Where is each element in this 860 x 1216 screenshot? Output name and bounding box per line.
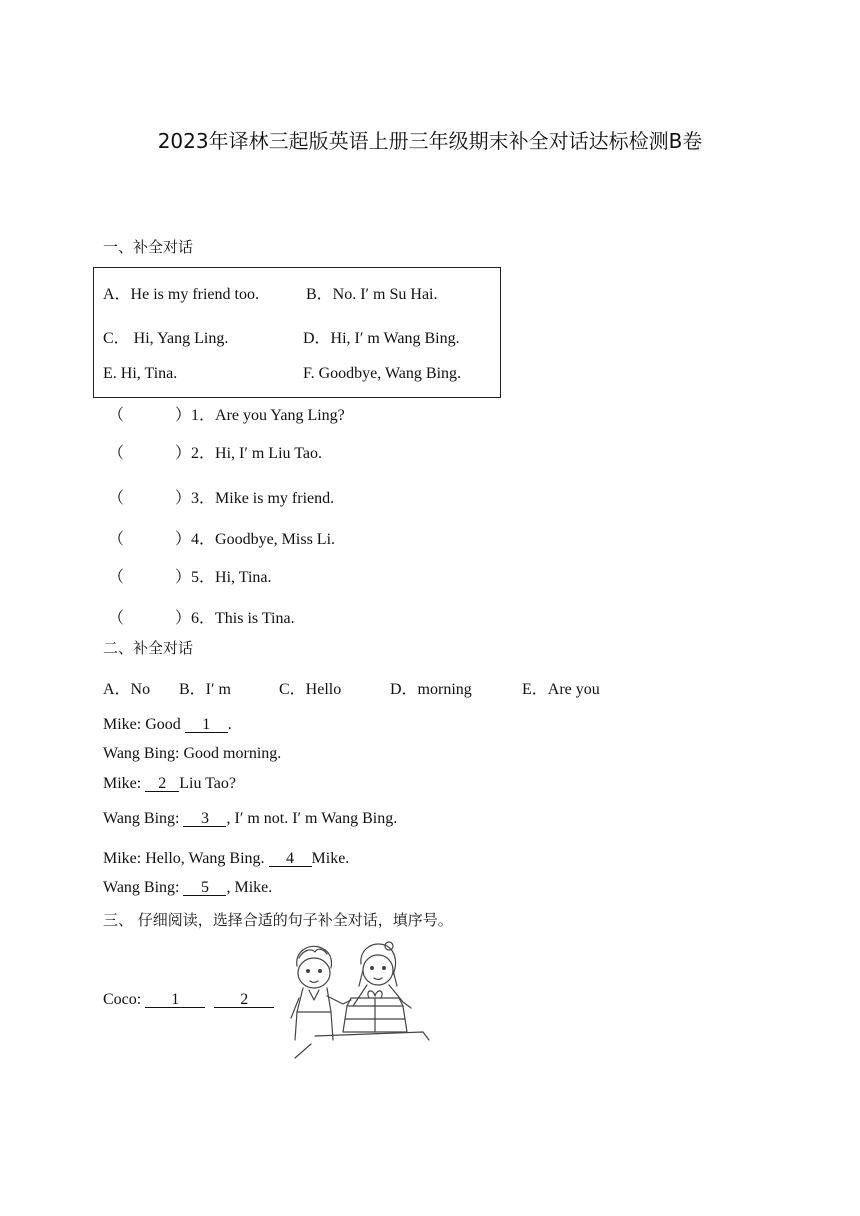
dialogue-line-2 <box>103 745 281 763</box>
question-3 <box>108 485 334 508</box>
blank-3: 3 <box>183 811 226 827</box>
blank-2: 2 <box>145 776 179 792</box>
section1-heading: 一、补全对话 <box>103 238 194 256</box>
line-text: , I′ m not. I′ m Wang Bing. <box>226 810 398 827</box>
line-text: Wang Bing: Good morning. <box>103 745 282 762</box>
line-text: Liu Tao? <box>179 775 237 792</box>
section3-heading: 三、 仔细阅读，选择合适的句子补全对话，填序号。 <box>103 911 453 929</box>
option-d: D．Hi, I′ m Wang Bing. <box>303 330 460 347</box>
answer-paren-close: ） <box>175 610 192 627</box>
option-c: C． Hi, Yang Ling. <box>103 330 229 347</box>
line-text: , Mike. <box>226 879 273 896</box>
option-a: A．He is my friend too. <box>103 286 259 303</box>
page-title: 2023年译林三起版英语上册三年级期末补全对话达标检测B卷 <box>157 129 703 153</box>
dialogue-line-4 <box>103 810 397 828</box>
option-b: B．No. I′ m Su Hai. <box>306 286 438 303</box>
line-text: Mike: Good <box>103 716 185 733</box>
question-text: 4．Goodbye, Miss Li. <box>191 531 336 548</box>
line-text: Mike: Hello, Wang Bing. <box>103 850 269 867</box>
question-1 <box>108 402 345 425</box>
dialogue-line-5 <box>103 850 349 868</box>
speaker-label: Coco: <box>103 991 146 1008</box>
question-text: 3．Mike is my friend. <box>191 490 335 507</box>
question-2 <box>108 440 322 463</box>
dialogue-line-1 <box>103 716 232 734</box>
question-text: 6．This is Tina. <box>191 610 295 627</box>
answer-paren-close: ） <box>175 569 192 586</box>
blank-5: 5 <box>183 880 226 896</box>
option-f: F. Goodbye, Wang Bing. <box>303 365 462 382</box>
question-text: 1．Are you Yang Ling? <box>191 407 345 424</box>
answer-paren-close: ） <box>175 445 192 462</box>
word-option-d: D．morning <box>390 681 472 698</box>
dialogue-line-3 <box>103 775 236 793</box>
section2-heading: 二、补全对话 <box>103 639 194 657</box>
answer-paren-open: （ <box>108 610 125 627</box>
blank-1: 1 <box>185 717 228 733</box>
option-e: E. Hi, Tina. <box>103 365 178 382</box>
word-option-e: E．Are you <box>522 681 600 698</box>
coco-blank-1: 1 <box>145 992 205 1008</box>
word-option-c: C．Hello <box>279 681 342 698</box>
dialogue-line-6 <box>103 879 272 897</box>
question-5 <box>108 564 272 587</box>
kids-with-gift-illustration <box>285 940 430 1060</box>
answer-paren-open: （ <box>108 569 125 586</box>
answer-paren-open: （ <box>108 407 125 424</box>
question-text: 2．Hi, I′ m Liu Tao. <box>191 445 322 462</box>
coco-line <box>103 991 274 1009</box>
word-option-b: B．I′ m <box>179 681 231 698</box>
line-text: Wang Bing: <box>103 810 184 827</box>
answer-paren-open: （ <box>108 531 125 548</box>
word-option-a: A．No <box>103 681 151 698</box>
question-text: 5．Hi, Tina. <box>191 569 272 586</box>
line-text: Mike. <box>311 850 350 867</box>
question-4 <box>108 526 335 549</box>
answer-paren-open: （ <box>108 490 125 507</box>
line-text: Wang Bing: <box>103 879 184 896</box>
answer-paren-close: ） <box>175 531 192 548</box>
answer-paren-close: ） <box>175 490 192 507</box>
line-text: Mike: <box>103 775 146 792</box>
coco-blank-2: 2 <box>214 992 274 1008</box>
question-6 <box>108 605 295 628</box>
answer-paren-close: ） <box>175 407 192 424</box>
blank-4: 4 <box>269 851 312 867</box>
line-text: . <box>227 716 232 733</box>
answer-paren-open: （ <box>108 445 125 462</box>
